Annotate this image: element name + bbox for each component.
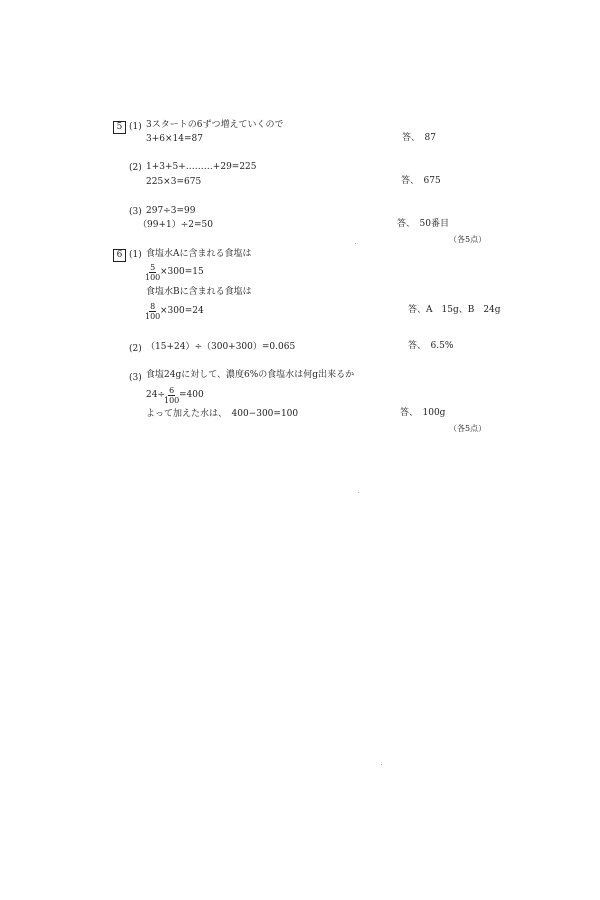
solution-line: （15+24）÷（300+300）=0.065 <box>146 342 296 352</box>
fraction-numerator: 6 <box>169 386 175 395</box>
solution-line: 1+3+5+………+29=225 <box>146 162 257 172</box>
fraction-numerator: 5 <box>150 263 156 272</box>
part-label: (3) <box>129 373 142 383</box>
answer: 答、 6.5% <box>408 341 454 351</box>
points-note: （各5点） <box>449 424 487 433</box>
scan-speck <box>355 243 356 244</box>
scan-speck <box>381 764 382 765</box>
fraction-numerator: 8 <box>150 302 156 311</box>
solution-line: 3スタートの6ずつ増えていくので <box>146 120 284 130</box>
solution-line: ×300=24 <box>160 306 204 316</box>
fraction <box>144 263 161 282</box>
fraction <box>163 386 180 405</box>
answer: 答、 87 <box>402 133 436 143</box>
answer: 答、A 15g、B 24g <box>408 305 501 315</box>
part-label: (3) <box>129 207 142 217</box>
solution-line: 225×3=675 <box>146 177 202 187</box>
part-label: (1) <box>129 122 142 132</box>
solution-line: 食塩24gに対して、濃度6%の食塩水は何g出来るか <box>146 370 355 380</box>
part-label: (2) <box>129 344 142 354</box>
fraction-denominator: 100 <box>145 312 161 321</box>
solution-line: 3+6×14=87 <box>146 134 203 144</box>
question-number-box: 6 <box>113 249 126 262</box>
part-label: (2) <box>129 163 142 173</box>
part-label: (1) <box>129 250 142 260</box>
answer: 答、 675 <box>401 176 441 186</box>
fraction-denominator: 100 <box>164 396 180 405</box>
fraction-denominator: 100 <box>145 273 161 282</box>
solution-line: （99+1）÷2=50 <box>138 220 213 230</box>
solution-line: 297÷3=99 <box>146 206 196 216</box>
answer: 答、 100g <box>400 408 446 418</box>
solution-line: 24÷ <box>146 390 165 400</box>
solution-line: =400 <box>179 390 204 400</box>
scan-speck <box>358 492 359 493</box>
question-number-box: 5 <box>113 121 126 134</box>
points-note: （各5点） <box>449 235 487 244</box>
solution-line: ×300=15 <box>160 267 204 277</box>
answer: 答、 50番目 <box>397 219 449 229</box>
solution-line: 食塩水Bに含まれる食塩は <box>146 287 252 297</box>
solution-line: 食塩水Aに含まれる食塩は <box>146 249 252 259</box>
solution-line: よって加えた水は、 400−300=100 <box>146 409 299 419</box>
fraction <box>144 302 161 321</box>
